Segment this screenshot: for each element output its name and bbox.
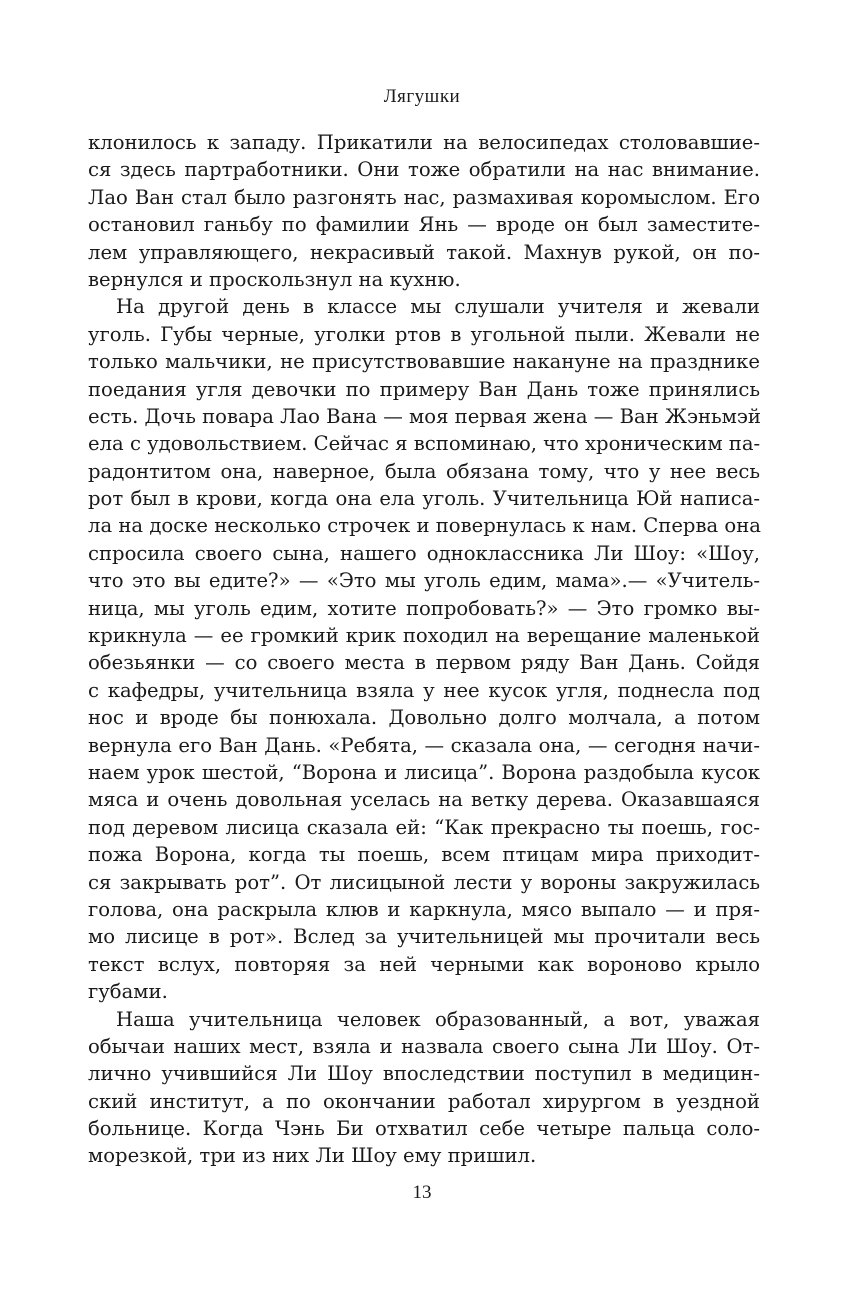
text-line: морезкой, три из них Ли Шоу ему пришил. xyxy=(88,1144,537,1168)
text-line: голова, она раскрыла клюв и каркнула, мясо выпало — и пря- xyxy=(88,897,760,921)
text-line: вернула его Ван Дань. «Ребята, — сказала она, — сегодня начи- xyxy=(88,733,760,757)
text-line: ский институт, а по окончании работал хирургом в уездной xyxy=(88,1089,760,1113)
text-line: На другой день в классе мы слушали учителя и жевали xyxy=(116,295,760,319)
text-line: уголь. Губы черные, уголки ртов в угольной пыли. Жевали не xyxy=(88,322,760,346)
text-line: ница, мы уголь едим, хотите попробовать?» — Это громко вы- xyxy=(88,596,760,620)
text-line: рот был в крови, когда она ела уголь. Учительница Юй написа- xyxy=(88,487,760,511)
text-line: наем урок шестой, “Ворона и лисица”. Ворона раздобыла кусок xyxy=(88,760,760,784)
text-line: вернулся и проскользнул на кухню. xyxy=(88,267,461,291)
paragraph xyxy=(88,293,760,1005)
text-line: Наша учительница человек образованный, а вот, уважая xyxy=(116,1007,760,1031)
text-line: крикнула — ее громкий крик походил на верещание маленькой xyxy=(88,624,760,648)
text-line: есть. Дочь повара Лао Вана — моя первая жена — Ван Жэньмэй xyxy=(88,404,761,428)
text-line: только мальчики, не присутствовавшие накануне на празднике xyxy=(88,350,760,374)
paragraph xyxy=(88,129,760,293)
text-line: мяса и очень довольная уселась на ветку дерева. Оказавшаяся xyxy=(88,788,760,812)
paragraph xyxy=(88,1006,760,1170)
text-line: губами. xyxy=(88,980,168,1004)
text-line: текст вслух, повторяя за ней черными как вороново крыло xyxy=(88,952,760,976)
text-line: лично учившийся Ли Шоу впоследствии поступил в медицин- xyxy=(88,1062,760,1086)
text-line: мо лисице в рот». Вслед за учительницей мы прочитали весь xyxy=(88,925,760,949)
text-line: клонилось к западу. Прикатили на велосипедах столовавшие- xyxy=(88,131,760,154)
text-line: поедания угля девочки по примеру Ван Дань тоже принялись xyxy=(88,377,760,401)
text-line: больнице. Когда Чэнь Би отхватил себе четыре пальца соло- xyxy=(88,1117,760,1141)
text-line: пожа Ворона, когда ты поешь, всем птицам мира приходит- xyxy=(88,843,760,867)
running-head: Лягушки xyxy=(383,86,461,107)
text-line: ся закрывать рот”. От лисицыной лести у вороны закружилась xyxy=(88,870,760,894)
text-line: нос и вроде бы понюхала. Довольно долго молчала, а потом xyxy=(88,706,760,730)
text-line: радонтитом она, наверное, была обязана тому, что у нее весь xyxy=(88,459,760,483)
text-line: что это вы едите?» — «Это мы уголь едим, мама».— «Учитель- xyxy=(88,569,760,593)
text-line: ела с удовольствием. Сейчас я вспоминаю, что хроническим па- xyxy=(88,432,761,456)
text-line: ла на доске несколько строчек и повернулась к нам. Сперва она xyxy=(88,514,761,538)
text-line: Лао Ван стал было разгонять нас, размахивая коромыслом. Его xyxy=(88,185,760,209)
text-line: спросила своего сына, нашего одноклассника Ли Шоу: «Шоу, xyxy=(88,541,760,565)
page-number: 13 xyxy=(412,1182,432,1203)
text-line: под деревом лисица сказала ей: “Как прекрасно ты поешь, гос- xyxy=(88,815,760,839)
text-line: обезьянки — со своего места в первом ряду Ван Дань. Сойдя xyxy=(88,651,760,675)
text-line: обычаи наших мест, взяла и назвала своего сына Ли Шоу. От- xyxy=(88,1034,760,1058)
text-line: остановил ганьбу по фамилии Янь — вроде он был заместите- xyxy=(88,213,760,237)
text-line: с кафедры, учительница взяла у нее кусок угля, поднесла под xyxy=(88,678,760,702)
text-line: лем управляющего, некрасивый такой. Махнув рукой, он по- xyxy=(88,240,760,264)
body-text xyxy=(88,129,760,1170)
text-line: ся здесь партработники. Они тоже обратили на нас внимание. xyxy=(88,158,760,182)
